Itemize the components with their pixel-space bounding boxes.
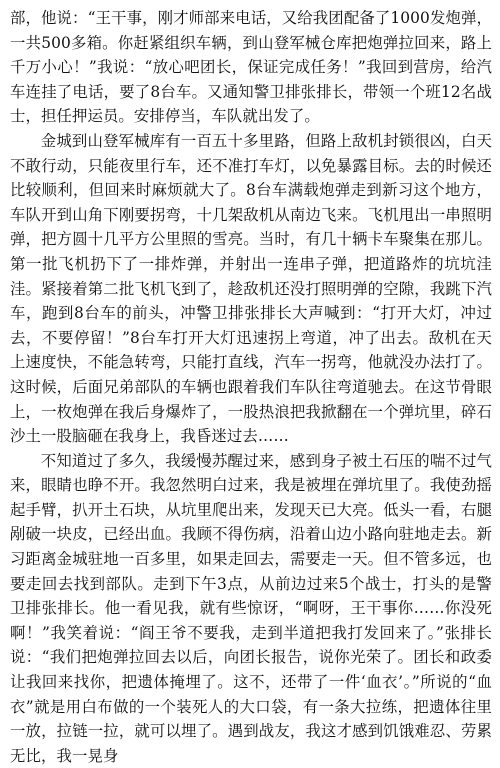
paragraph-3: 不知道过了多久，我缓慢苏醒过来，感到身子被土石压的喘不过气来，眼睛也睁不开。我忽然明白过来，我是被埋在弹坑里了。我使劲摇起手臂，扒开土石块，从坑里爬出来，发现天已大亮。低头一看，右腿剐破一块皮，已经出血。我顾不得伤病，沿着山边小路向驻地走去。新习距离金城驻地一百多里，如果走回去，需要走一天。但不管多远，也要走回去找到部队。走到下午3点，从前边过来5个战士，打头的是警卫排张排长。他一看见我，就有些惊讶，“啊呀，王干事你……你没死啊！”我笑着说：“阎王爷不要我，走到半道把我打发回来了。”张排长说：“我们把炮弹拉回去以后，向团长报告，说你光荣了。团长和政委让我回来找你，把遗体掩埋了。这不，还带了一件‘血衣’。”所说的“血衣”就是用白布做的一个装死人的大口袋，有一条大拉练，把遗体往里一放，拉链一拉，就可以埋了。遇到战友，我这才感到饥饿难忍、劳累无比，我一晃身 (10, 451, 492, 765)
paragraph-2: 金城到山登军械库有一百五十多里路，但路上敌机封锁很凶，白天不敢行动，只能夜里行车，还不准打车灯，以免暴露目标。去的时候还比较顺利，但回来时麻烦就大了。8台车满载炮弹走到新习这个地方，车队开到山角下刚要拐弯，十几架敌机从南边飞来。飞机甩出一串照明弹，把方圆十几平方公里照的雪亮。当时，有几十辆卡车聚集在那儿。第一批飞机扔下了一排炸弹，并射出一连串子弹，把道路炸的坑坑洼洼。紧接着第二批飞机飞到了，趁敌机还没打照明弹的空隙，我跳下汽车，跑到8台车的前头，冲警卫排张排长大声喊到：“打开大灯，冲过去，不要停留！”8台车打开大灯迅速拐上弯道，冲了出去。敌机在天上速度快，不能急转弯，只能打直线，汽车一拐弯，他就没办法打了。这时候，后面兄弟部队的车辆也跟着我们车队往弯道驰去。在这节骨眼上，一枚炮弹在我后身爆炸了，一股热浪把我掀翻在一个弹坑里，碎石沙土一股脑砸在我身上，我昏迷过去…… (10, 131, 492, 446)
paragraph-1: 部，他说：“王干事，刚才师部来电话，又给我团配备了1000发炮弹，一共500多箱。你赶紧组织车辆，到山登军械仓库把炮弹拉回来，路上千万小心！”我说：“放心吧团长，保证完成任务！”我回到营房，给汽车连挂了电话，要了8台车。又通知警卫排张排长，带领一个班12名战士，担任押运员。安排停当，车队就出发了。 (10, 9, 492, 126)
